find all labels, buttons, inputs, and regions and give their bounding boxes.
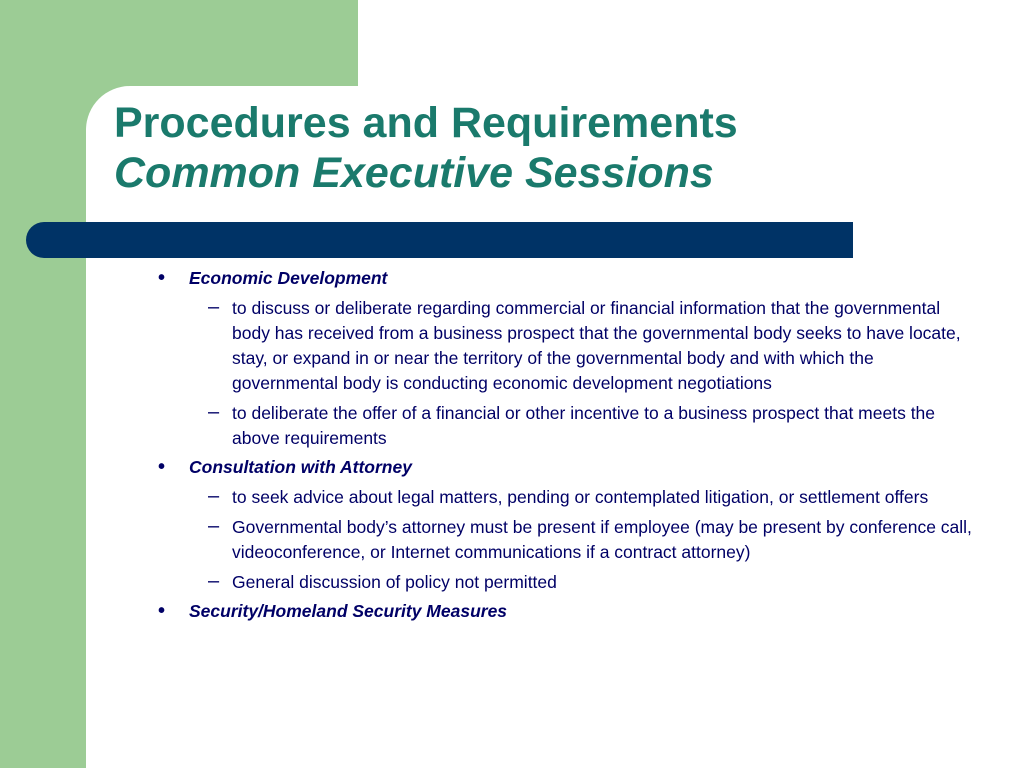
title-divider-bar — [26, 222, 853, 258]
dash-icon: – — [208, 401, 220, 423]
sub-item — [158, 515, 978, 565]
bullet-dot-icon: • — [158, 600, 166, 622]
sub-item — [158, 296, 978, 396]
title-line-1: Procedures and Requirements — [114, 99, 738, 147]
bullet-item — [158, 455, 978, 480]
sub-item-text: General discussion of policy not permitted — [232, 572, 557, 592]
bullet-list — [158, 262, 978, 624]
bullet-item — [158, 266, 978, 291]
sub-item-text: to discuss or deliberate regarding commercial or financial information that the governmental body has received from a business prospect that the governmental body seeks to have locate, stay, or expand in or near the territory of the governmental body and with which the governmental body is conducting economic development negotiations — [232, 298, 961, 393]
bullet-heading: Consultation with Attorney — [189, 457, 412, 477]
dash-icon: – — [208, 296, 220, 318]
sub-item-text: Governmental body’s attorney must be present if employee (may be present by conference call, videoconference, or Internet communications if a contract attorney) — [232, 517, 972, 562]
sub-item-text: to seek advice about legal matters, pending or contemplated litigation, or settlement offers — [232, 487, 929, 507]
dash-icon: – — [208, 515, 220, 537]
sub-item — [158, 485, 978, 510]
bullet-item — [158, 599, 978, 624]
bullet-heading: Economic Development — [189, 268, 388, 288]
slide-title — [114, 98, 738, 198]
dash-icon: – — [208, 570, 220, 592]
dash-icon: – — [208, 485, 220, 507]
sub-item-text: to deliberate the offer of a financial or other incentive to a business prospect that meets the above requirements — [232, 403, 936, 448]
sub-item — [158, 570, 978, 595]
bullet-heading: Security/Homeland Security Measures — [189, 601, 508, 621]
sub-item — [158, 401, 978, 451]
bullet-dot-icon: • — [158, 456, 166, 478]
bullet-dot-icon: • — [158, 267, 166, 289]
title-line-2: Common Executive Sessions — [114, 149, 714, 197]
